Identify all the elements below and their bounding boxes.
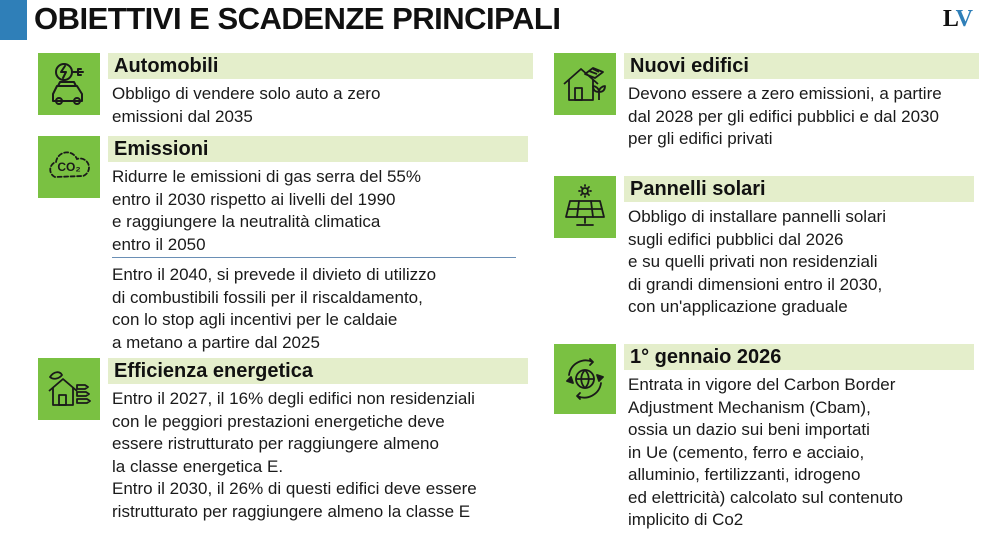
section-body: Entrata in vigore del Carbon Border Adjustment Mechanism (Cbam), ossia un dazio sui beni importati in Ue (cemento, ferro e acciaio, alluminio, fertilizzanti, idrogeno ed elettricità) calcolato sul contenuto implicito di Co2: [628, 375, 903, 529]
section-automobili: [38, 53, 533, 133]
section-pannelli-solari: [554, 176, 979, 326]
section-title: Automobili: [108, 53, 533, 79]
house-energy-class-icon: [38, 358, 100, 420]
section-title: Nuovi edifici: [624, 53, 979, 79]
section-emissioni: [38, 136, 533, 356]
logo-letter-l: L: [942, 6, 956, 32]
logo-letter-v: V: [955, 6, 972, 32]
co2-label: CO₂: [57, 160, 81, 174]
section-title: 1° gennaio 2026: [624, 344, 974, 370]
brand-logo: [943, 6, 972, 33]
section-divider: [112, 257, 516, 258]
section-title: Emissioni: [108, 136, 528, 162]
section-body-secondary: Entro il 2040, si prevede il divieto di utilizzo di combustibili fossili per il riscaldamento, con lo stop agli incentivi per le caldaie a metano a partire dal 2025: [112, 265, 437, 352]
co2-cloud-icon: [38, 136, 100, 198]
page-title: OBIETTIVI E SCADENZE PRINCIPALI: [34, 1, 561, 36]
section-nuovi-edifici: [554, 53, 979, 153]
electric-car-icon: [38, 53, 100, 115]
section-title: Efficienza energetica: [108, 358, 528, 384]
eco-house-icon: [554, 53, 616, 115]
section-body: Devono essere a zero emissioni, a partire dal 2028 per gli edifici pubblici e dal 2030 per gli edifici privati: [628, 84, 942, 148]
section-title: Pannelli solari: [624, 176, 974, 202]
section-body: Obbligo di installare pannelli solari sugli edifici pubblici dal 2026 e su quelli privati non residenziali di grandi dimensioni entro il 2030, con un'applicazione graduale: [628, 207, 886, 316]
section-body: Entro il 2027, il 16% degli edifici non residenziali con le peggiori prestazioni energetiche deve essere ristrutturato per raggiungere almeno la classe energetica E. Entro il 2030, il 26% di questi edifici deve essere ristrutturato per raggiungere almeno la classe E: [112, 389, 477, 521]
section-efficienza: [38, 358, 533, 538]
header-accent-bar: [0, 0, 27, 40]
globe-arrows-icon: [554, 344, 616, 414]
section-body: Obbligo di vendere solo auto a zero emissioni dal 2035: [112, 84, 381, 126]
section-gennaio-2026: [554, 344, 979, 534]
section-body: Ridurre le emissioni di gas serra del 55% entro il 2030 rispetto ai livelli del 1990 e raggiungere la neutralità climatica entro il 2050: [112, 167, 421, 254]
solar-panel-icon: [554, 176, 616, 238]
